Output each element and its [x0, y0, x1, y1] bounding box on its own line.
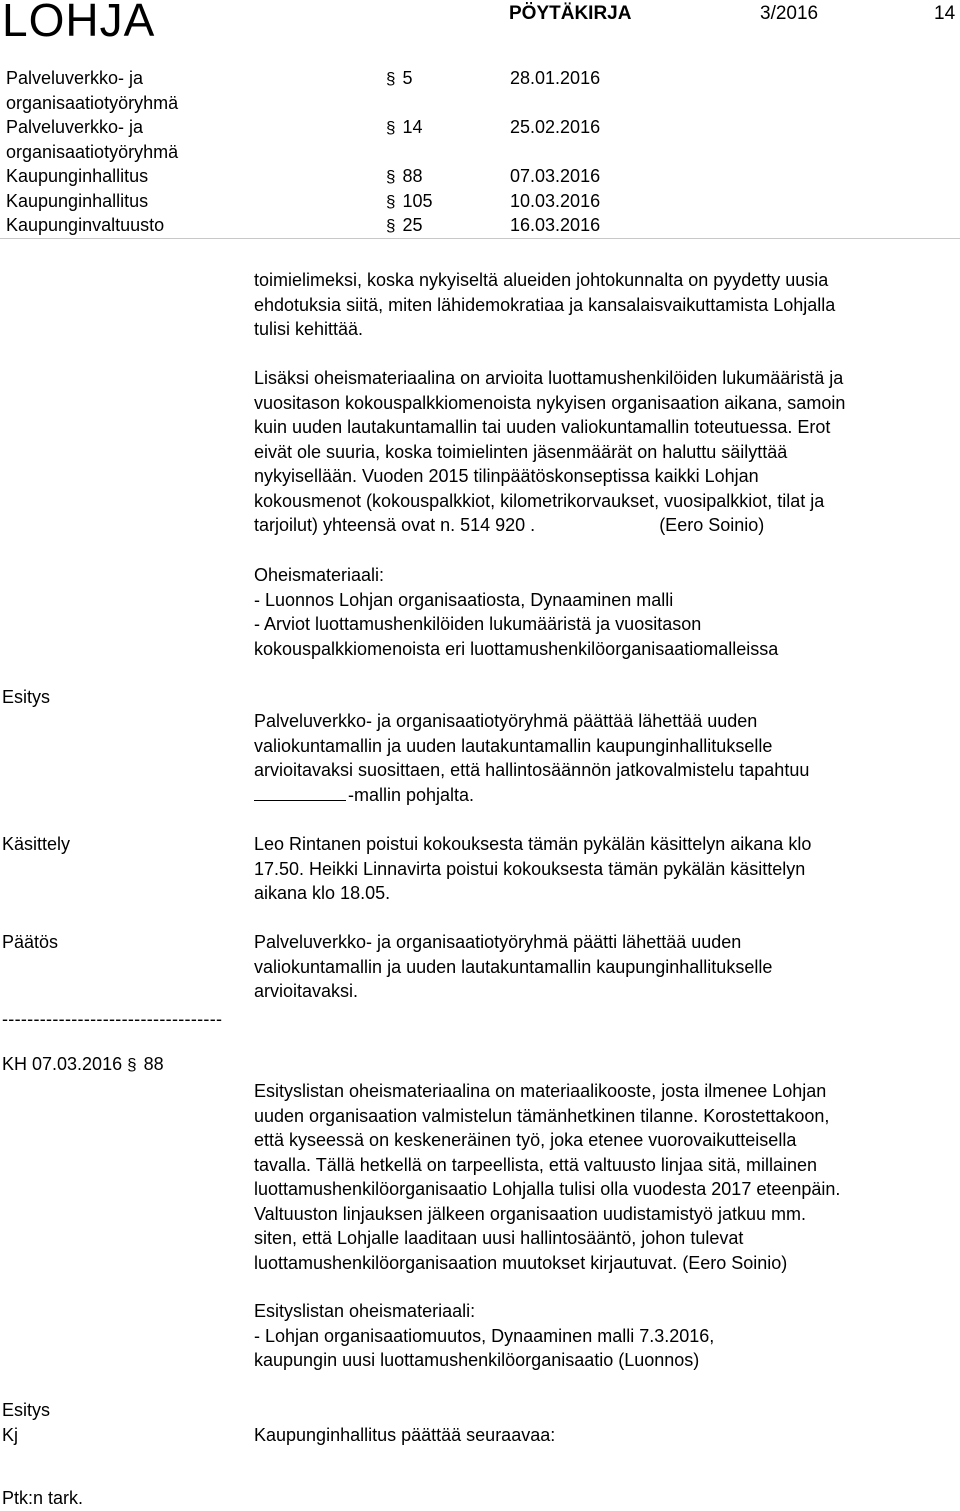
history-row — [6, 213, 646, 238]
kh-text: Esityslistan oheismateriaalina on materiaalikooste, josta ilmenee Lohjan uuden organisaation valmistelun tämänhetkinen tilanne. Korostettakoon, että kyseessä on keskeneräinen työ, joka etenee vuorovaikutteisella tavalla. Tällä hetkellä on tarpeellista, että valtuusto linjaa sitä, millainen luottamushenkilöorganisaatio Lohjalla tulisi olla vuodesta 2017 eteenpäin. Valtuuston linjauksen jälkeen organisaation uudistamistyö jatkuu mm. siten, että Lohjalle laaditaan uusi hallintosääntö, johon tulevat luottamushenkilöorganisaation muutokset kirjautuvat. (Eero Soinio) — [254, 1081, 841, 1273]
history-row — [6, 164, 646, 189]
history-date: 10.03.2016 — [510, 190, 601, 211]
section-symbol: § — [386, 216, 396, 235]
attachment-item: - Luonnos Lohjan organisaatiosta, Dynaaminen malli — [254, 589, 674, 610]
city-logo: LOHJA — [2, 0, 156, 46]
history-section: § 105 — [386, 190, 433, 211]
history-body: Palveluverkko- ja organisaatiotyöryhmä — [6, 117, 179, 162]
history-section: § 25 — [386, 215, 423, 235]
minutes-checker-label: Ptk:n tark. — [2, 1488, 84, 1508]
history-date: 07.03.2016 — [510, 166, 601, 186]
kh-attachments: Esityslistan oheismateriaali: - Lohjan organisaatiomuutos, Dynaaminen malli 7.3.2016, kaupungin uusi luottamushenkilöorganisaatio (Luonnos) — [254, 1299, 954, 1373]
attachment-item: - Lohjan organisaatiomuutos, Dynaaminen malli 7.3.2016, — [254, 1325, 715, 1346]
blank-field — [254, 786, 346, 801]
page-number: 14 — [934, 3, 956, 24]
proposal-label: Esitys — [2, 687, 51, 707]
section-separator: ----------------------------------- — [2, 1009, 223, 1029]
history-date: 28.01.2016 — [510, 68, 601, 88]
materials-cost-paragraph: Lisäksi oheismateriaalina on arvioita luottamushenkilöiden lukumääristä ja vuositason kokouspalkkiomenoista nykyisen organisaation aikana, samoin kuin uuden lautakuntamallin tai uuden valiokuntamallin toteutuessa. Erot eivät ole suuria, koska toimielinten jäsenmäärät on haluttu säilyttää nykyisellään. Vuoden 2015 tilinpäätöskonseptissa kaikki Lohjan kokousmenot (kokouspalkkiot, kilometrikorvaukset, vuosipalkkiot, tilat ja tarjoilut) yhteensä ovat n. 514 920 . (Eero Soinio) — [254, 368, 846, 535]
section-symbol: § — [127, 1055, 137, 1074]
handling-history — [6, 66, 646, 238]
history-body: Kaupunginhallitus — [6, 166, 149, 186]
document-type: PÖYTÄKIRJA — [509, 3, 632, 24]
attachment-item: - Arviot luottamushenkilöiden lukumääristä ja vuositason — [254, 614, 702, 634]
section-symbol: § — [386, 118, 396, 137]
history-row — [6, 115, 646, 164]
history-section: § 88 — [386, 166, 423, 186]
handling-text: Leo Rintanen poistui kokouksesta tämän pykälän käsittelyn aikana klo 17.50. Heikki Linnavirta poistui kokouksesta tämän pykälän käsittelyn aikana klo 18.05. — [254, 834, 812, 903]
attachments-heading: Oheismateriaali: — [254, 565, 385, 585]
history-date: 25.02.2016 — [510, 117, 601, 137]
history-body: Kaupunginhallitus — [6, 190, 149, 211]
section-symbol: § — [386, 167, 396, 186]
kh-proposer-label: Kj — [2, 1425, 19, 1445]
decision-text: Palveluverkko- ja organisaatiotyöryhmä päätti lähettää uuden valiokuntamallin ja uuden lautakuntamallin kaupunginhallitukselle arvioitavaksi. — [254, 932, 773, 1001]
history-row — [6, 189, 646, 214]
history-body: Kaupunginvaltuusto — [6, 215, 165, 235]
decision-label: Päätös — [2, 932, 59, 952]
intro-paragraph: toimielimeksi, koska nykyiseltä alueiden johtokunnalta on pyydetty uusia ehdotuksia siitä, miten lähidemokratiaa ja kansalaisvaikuttamista Lohjalla tulisi kehittää. — [254, 270, 836, 339]
attachments-list: Oheismateriaali: - Luonnos Lohjan organisaatiosta, Dynaaminen malli - Arviot luottamushenkilöiden lukumääristä ja vuositason kokouspalkkiomenoista eri luottamushenkilöorganisaatiomalleissa — [254, 563, 954, 661]
history-divider — [0, 238, 960, 239]
kh-reference: KH 07.03.2016 § 88 — [2, 1054, 164, 1074]
history-row — [6, 66, 646, 115]
handling-label: Käsittely — [2, 834, 71, 854]
section-symbol: § — [386, 191, 396, 211]
history-body: Palveluverkko- ja organisaatiotyöryhmä — [6, 68, 179, 113]
kh-proposal-text: Kaupunginhallitus päättää seuraavaa: — [254, 1425, 556, 1445]
attachments-heading: Esityslistan oheismateriaali: — [254, 1301, 476, 1321]
kh-proposal-label: Esitys — [2, 1400, 51, 1420]
document-number: 3/2016 — [760, 3, 819, 24]
history-section: § 14 — [386, 117, 423, 137]
history-section: § 5 — [386, 68, 413, 88]
proposal-text: Palveluverkko- ja organisaatiotyöryhmä päättää lähettää uuden valiokuntamallin ja uuden lautakuntamallin kaupunginhallitukselle arvioitavaksi suosittaen, että hallintosäännön jatkovalmistelu tapahtuu -mallin pohjalta. — [254, 711, 810, 805]
history-date: 16.03.2016 — [510, 215, 601, 235]
author-note: (Eero Soinio) — [659, 515, 765, 535]
section-symbol: § — [386, 69, 396, 88]
